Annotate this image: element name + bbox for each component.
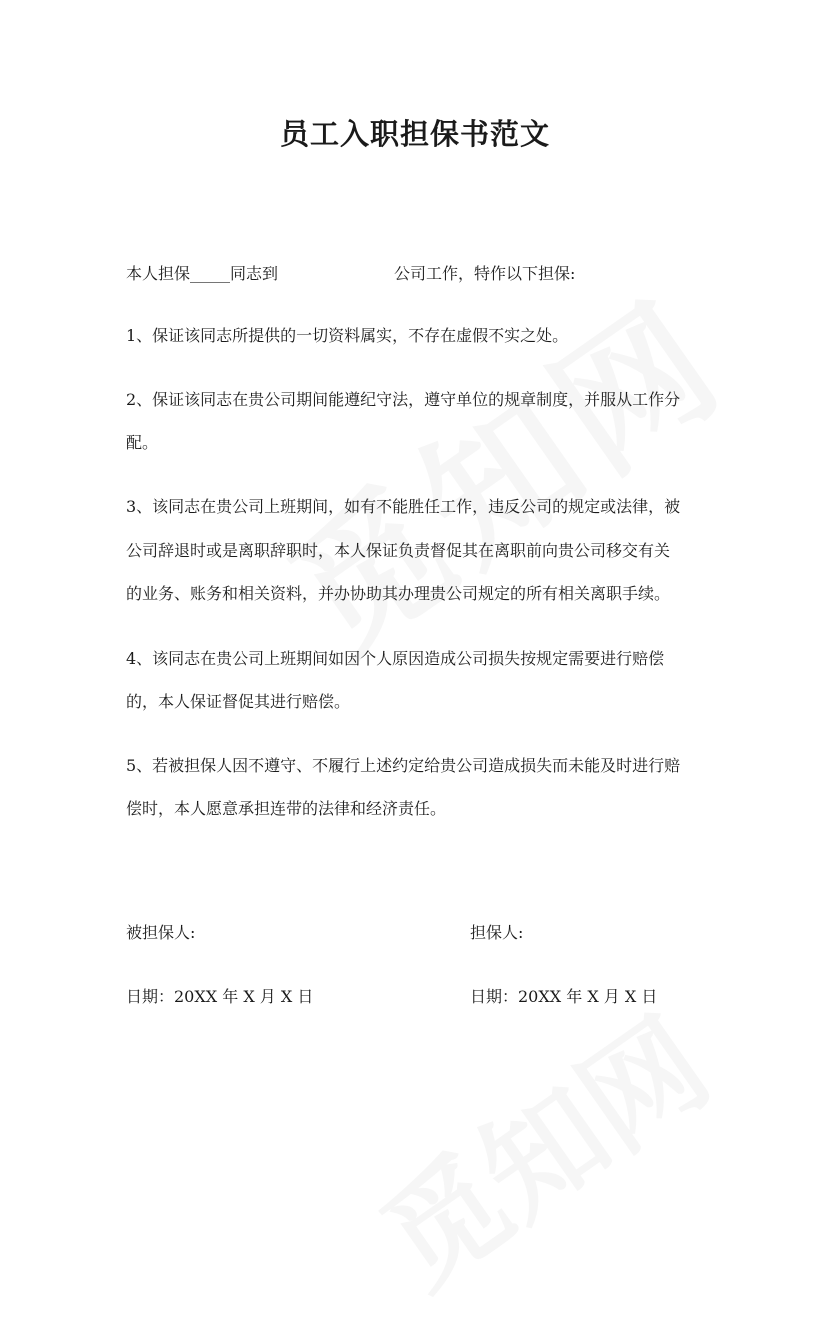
guarantor-label: 担保人: <box>470 923 524 942</box>
clause-4-line-1: 4、该同志在贵公司上班期间如因个人原因造成公司损失按规定需要进行赔偿 <box>126 649 665 668</box>
intro-part-1: 本人担保_____同志到 <box>126 264 279 283</box>
guaranteed-person-label: 被担保人: <box>126 923 196 942</box>
date-right: 日期：20XX 年 X 月 X 日 <box>470 987 658 1006</box>
watermark <box>343 972 737 1319</box>
clause-5-line-1: 5、若被担保人因不遵守、不履行上述约定给贵公司造成损失而未能及时进行赔 <box>126 756 681 775</box>
clause-5-line-2: 偿时，本人愿意承担连带的法律和经济责任。 <box>126 799 447 818</box>
clause-1-line-1: 1、保证该同志所提供的一切资料属实，不存在虚假不实之处。 <box>126 326 569 345</box>
clause-2-line-2: 配。 <box>126 433 159 452</box>
clause-4-line-2: 的，本人保证督促其进行赔偿。 <box>126 692 351 711</box>
date-left: 日期：20XX 年 X 月 X 日 <box>126 987 314 1006</box>
clause-2-line-1: 2、保证该同志在贵公司期间能遵纪守法，遵守单位的规章制度，并服从工作分 <box>126 390 681 409</box>
clause-3-line-2: 公司辞退时或是离职辞职时，本人保证负责督促其在离职前向贵公司移交有关 <box>126 541 671 560</box>
document-title: 员工入职担保书范文 <box>279 117 550 151</box>
watermark <box>241 242 758 694</box>
intro-line <box>126 261 575 284</box>
clause-3-line-3: 的业务、账务和相关资料，并办协助其办理贵公司规定的所有相关离职手续。 <box>126 584 671 603</box>
clause-3-line-1: 3、该同志在贵公司上班期间，如有不能胜任工作，违反公司的规定或法律，被 <box>126 497 681 516</box>
intro-part-2: 公司工作，特作以下担保: <box>394 264 576 283</box>
